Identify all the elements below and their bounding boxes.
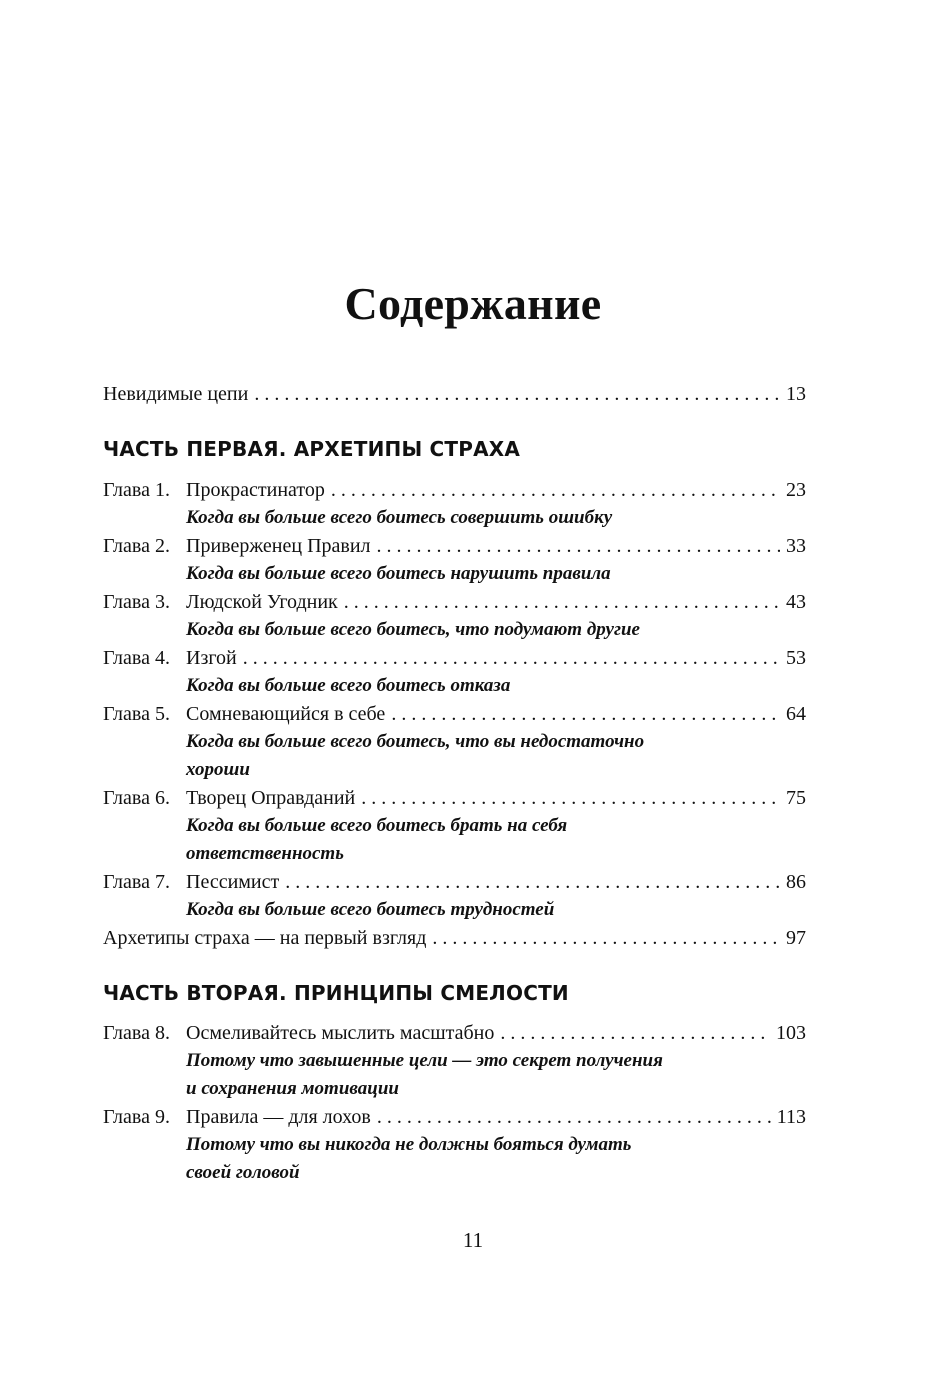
chapter-label: Глава 8. <box>103 1022 170 1044</box>
chapter-page: 113 <box>776 1106 806 1128</box>
chapter-page: 86 <box>786 871 806 893</box>
chapter-subtitle: Когда вы больше всего боитесь совершить ошибку <box>186 507 613 528</box>
toc-entry-intro[interactable] <box>103 380 806 408</box>
dot-leader <box>331 476 780 504</box>
dot-leader <box>361 784 780 812</box>
chapter-page: 43 <box>786 591 806 613</box>
chapter-subtitle: Потому что вы никогда не должны бояться думать <box>186 1134 632 1155</box>
chapter-subtitle: своей головой <box>186 1162 300 1183</box>
entry-page: 13 <box>786 383 806 405</box>
chapter-subtitle: Когда вы больше всего боитесь отказа <box>186 675 511 696</box>
chapter-title: Приверженец Правил <box>186 535 371 557</box>
chapter-page: 103 <box>776 1022 806 1044</box>
toc-entry-chapter-8[interactable] <box>103 1019 806 1047</box>
page-number: 11 <box>462 1228 484 1252</box>
chapter-subtitle: Когда вы больше всего боитесь, что вы недостаточно <box>186 731 645 752</box>
page-title: Содержание <box>344 278 602 329</box>
entry-page: 97 <box>786 927 806 949</box>
chapter-page: 23 <box>786 479 806 501</box>
chapter-label: Глава 2. <box>103 535 170 557</box>
dot-leader <box>377 1103 771 1131</box>
chapter-title: Правила — для лохов <box>186 1106 371 1128</box>
toc-entry-chapter-9[interactable] <box>103 1103 806 1131</box>
toc-entry-chapter-5[interactable] <box>103 700 806 728</box>
dot-leader <box>391 700 780 728</box>
entry-title: Архетипы страха — на первый взгляд <box>103 927 427 949</box>
dot-leader <box>344 588 780 616</box>
chapter-label: Глава 9. <box>103 1106 170 1128</box>
chapter-title: Творец Оправданий <box>186 787 356 809</box>
chapter-subtitle: и сохранения мотивации <box>186 1078 399 1099</box>
chapter-subtitle: Когда вы больше всего боитесь нарушить правила <box>186 563 611 584</box>
chapter-subtitle: Когда вы больше всего боитесь брать на себя <box>186 815 568 836</box>
dot-leader <box>500 1019 770 1047</box>
part-heading: ЧАСТЬ ПЕРВАЯ. АРХЕТИПЫ СТРАХА <box>103 437 521 461</box>
chapter-title: Изгой <box>186 647 237 669</box>
toc-entry-chapter-6[interactable] <box>103 784 806 812</box>
chapter-page: 75 <box>786 787 806 809</box>
dot-leader <box>285 868 780 896</box>
chapter-label: Глава 6. <box>103 787 170 809</box>
toc-entry-chapter-2[interactable] <box>103 532 806 560</box>
chapter-subtitle: хороши <box>186 759 250 780</box>
chapter-subtitle: ответственность <box>186 843 344 864</box>
chapter-title: Осмеливайтесь мыслить масштабно <box>186 1022 495 1044</box>
chapter-title: Сомневающийся в себе <box>186 703 386 725</box>
toc-entry-chapter-3[interactable] <box>103 588 806 616</box>
dot-leader <box>254 380 780 408</box>
chapter-label: Глава 4. <box>103 647 170 669</box>
chapter-label: Глава 1. <box>103 479 170 501</box>
part-heading: ЧАСТЬ ВТОРАЯ. ПРИНЦИПЫ СМЕЛОСТИ <box>103 981 569 1005</box>
chapter-title: Пессимист <box>186 871 280 893</box>
dot-leader <box>432 924 780 952</box>
toc-entry-chapter-7[interactable] <box>103 868 806 896</box>
dot-leader <box>243 644 780 672</box>
dot-leader <box>377 532 780 560</box>
chapter-title: Людской Угодник <box>186 591 338 613</box>
entry-title: Невидимые цепи <box>103 383 249 405</box>
chapter-page: 64 <box>786 703 806 725</box>
chapter-label: Глава 7. <box>103 871 170 893</box>
chapter-label: Глава 5. <box>103 703 170 725</box>
toc-entry-chapter-4[interactable] <box>103 644 806 672</box>
chapter-subtitle: Когда вы больше всего боитесь, что подумают другие <box>186 619 640 640</box>
chapter-page: 33 <box>786 535 806 557</box>
toc-entry-summary[interactable] <box>103 924 806 952</box>
chapter-subtitle: Потому что завышенные цели — это секрет получения <box>186 1050 663 1071</box>
chapter-label: Глава 3. <box>103 591 170 613</box>
chapter-subtitle: Когда вы больше всего боитесь трудностей <box>186 899 555 920</box>
toc-entry-chapter-1[interactable] <box>103 476 806 504</box>
chapter-title: Прокрастинатор <box>186 479 325 501</box>
chapter-page: 53 <box>786 647 806 669</box>
